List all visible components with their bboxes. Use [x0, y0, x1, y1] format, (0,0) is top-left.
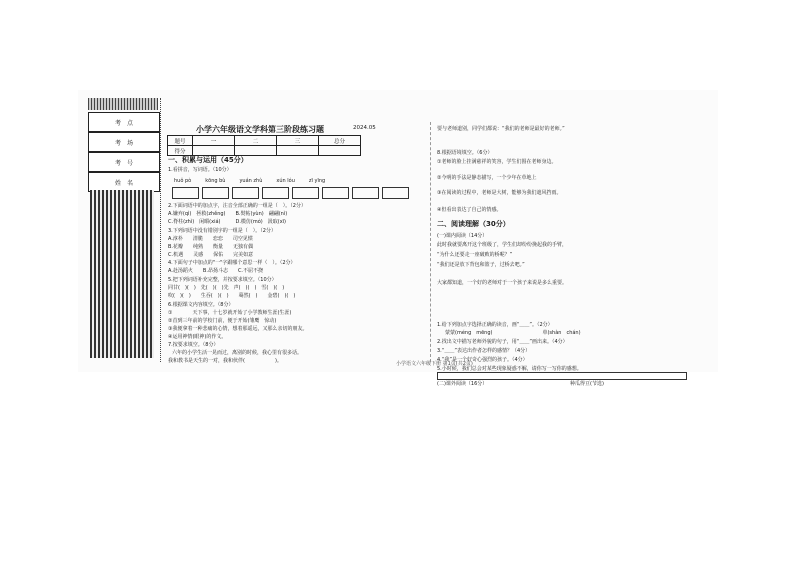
score-cell: 题号 — [168, 136, 193, 146]
binding-strip — [88, 98, 160, 362]
fill-line: 吹( )( ) 生吞( )( ) 蓦然( ) 金碧( )( ) — [168, 293, 296, 299]
info-row-exam-number — [88, 152, 160, 172]
question-text: 5.把下列词语补充完整，并按要求填空。（10分） — [168, 277, 277, 283]
passage-line: 大家都知道，一个好的老师对于一个孩子来说是多么重要。 — [437, 280, 568, 286]
pinyin: zī yīng — [308, 178, 326, 184]
question-text: 3.“＿＿”表达出作者怎样的感情？（4分） — [437, 348, 531, 354]
option-text: A.淳朴 清脆 恋恋 司空见惯 — [168, 236, 253, 242]
fill-line: 同甘( )( ) 先( )( )先 声( )( ) 雪( )( ) — [168, 285, 285, 291]
score-table-row — [168, 146, 361, 156]
question-text: 5.小时候，我们总会对某些现象疑惑不解，请你写一写你的感想。 — [437, 366, 582, 372]
passage-line: 此时我就要离开这个班级了，学生们却纷纷挽起我的手臂， — [437, 242, 568, 248]
fill-line: ③我便拿着一种悲痛的心情，想着那遥远，又那么亲切的朋友。 — [168, 326, 308, 332]
fill-line: ④运用神情(眼神)的作文。 — [168, 334, 227, 340]
section-heading: 一、积累与运用（45分） — [168, 156, 248, 164]
answer-box[interactable] — [322, 187, 349, 199]
answer-box[interactable] — [292, 187, 319, 199]
text-line: ③在阅读的过程中，老师是大树，能够为我们遮风挡雨。 — [437, 190, 562, 196]
text-line: ④但看出表达了自己的情感。 — [437, 207, 502, 213]
answer-box[interactable] — [262, 187, 289, 199]
page-footer: 小学语文六年级下册 第1页(共2页) — [396, 361, 473, 367]
info-row-exam-site — [88, 112, 160, 132]
option-text: 蒙蒙(méng mēng) 单(shàn chán) — [445, 330, 581, 336]
option-text: C.机遇 灵感 保佑 完美如意 — [168, 252, 254, 258]
passage-line: “为什么还要走一座破败的桥呢？” — [437, 252, 513, 258]
fill-line: 我和教书是天生的一对，我和伙伴( )。 — [168, 358, 282, 364]
info-label: 考 号 — [114, 159, 133, 167]
score-cell[interactable] — [319, 146, 361, 156]
pinyin-row — [174, 178, 325, 184]
subsection-heading: (二)课外阅读（16分） — [437, 381, 488, 387]
passage-line: “我们还是放下背包和篮子，过桥去吧。” — [437, 262, 525, 268]
score-table-row — [168, 136, 361, 146]
option-text: B.花瓣 纯熟 衡量 无独有偶 — [168, 244, 254, 250]
score-table — [167, 135, 361, 156]
option-text: C.脊柱(zhì) 闲暇(xiá) D.模仿(mó) 汲取(xī) — [168, 219, 286, 225]
score-cell: 总分 — [319, 136, 361, 146]
info-label: 姓 名 — [114, 179, 133, 187]
option-text: A.嫌弃(qì) 拯救(zhěng) B.熨帖(yùn) 翩翩(nì) — [168, 211, 288, 217]
question-text: 4.“我”是一个好奇心强烈的孩子。（4分） — [437, 357, 528, 363]
score-cell: 得分 — [168, 146, 193, 156]
fill-line: ②首到三年前的学校门前，便于开始(雏鹰 惊动) — [168, 318, 277, 324]
answer-box[interactable] — [352, 187, 379, 199]
info-row-exam-room — [88, 132, 160, 152]
info-label: 考 场 — [114, 139, 133, 147]
question-text: 8.根据语境填空。（6分） — [437, 150, 493, 156]
info-label: 考 点 — [114, 119, 133, 127]
subsection-heading: (一)课内阅读（14分） — [437, 233, 488, 239]
pinyin: xún lóu — [276, 178, 295, 184]
answer-box[interactable] — [202, 187, 229, 199]
question-text: 4.下面句子中加点的"一"字跟哪个意思一样（ ）。（2分） — [168, 260, 296, 266]
answer-area[interactable] — [437, 372, 687, 380]
question-text: 6.根据课文内容填空。（8分） — [168, 302, 234, 308]
text-line: 要与老师道别，同学们都说：“我们的老师是最好的老师。” — [437, 126, 565, 132]
text-line: ②今明的手法是静态描写，一个少年在草地上 — [437, 175, 537, 181]
question-text: 2.下面词语中的加点字，注音全部正确的一组是（ ）。（2分） — [168, 203, 306, 209]
exam-title: 小学六年级语文学科第三阶段练习题 — [196, 125, 324, 134]
score-cell[interactable] — [235, 146, 277, 156]
score-cell[interactable] — [277, 146, 319, 156]
option-text: A.赴汤蹈火 B.昂扬斗志 C.不屈不挠 — [168, 268, 264, 274]
info-row-name — [88, 172, 160, 192]
cut-line — [160, 98, 161, 362]
score-cell: 二 — [235, 136, 277, 146]
fill-line: ① 天下事，十七岁就开始了小学教师生涯(生涯) — [168, 310, 292, 316]
score-cell: 一 — [193, 136, 235, 146]
column-divider — [430, 122, 431, 362]
answer-boxes — [172, 187, 409, 199]
pinyin: huǒ pò — [174, 178, 192, 184]
pinyin: kōng bù — [205, 178, 226, 184]
barcode-top — [88, 98, 158, 110]
score-cell[interactable] — [193, 146, 235, 156]
question-text: 1.看拼音，写词语。（10分） — [168, 167, 232, 173]
exam-date: 2024.05 — [353, 125, 376, 131]
answer-box[interactable] — [232, 187, 259, 199]
answer-box[interactable] — [172, 187, 199, 199]
question-text: 1.给下列加点字选择正确的读音，画“＿＿”。（2分） — [437, 322, 553, 328]
question-text: 2.找出文中描写老师外貌的句子，用“＿＿”画出来。（4分） — [437, 339, 568, 345]
text-line: ①老师的脸上挂满慈祥的笑容，学生们围在老师身边。 — [437, 159, 557, 165]
score-cell: 三 — [277, 136, 319, 146]
barcode-strip — [90, 190, 154, 358]
section-heading: 二、阅读理解（30分） — [437, 220, 510, 228]
fill-line: 六年的小学生活一晃而过，离别的时候，我心里有很多话。 — [172, 350, 303, 356]
pinyin: yuán zhù — [239, 178, 263, 184]
question-text: 3.下列词语中没有错别字的一组是（ ）。（2分） — [168, 228, 276, 234]
answer-box[interactable] — [382, 187, 409, 199]
passage-title: 种瓜得豆(节选) — [570, 381, 604, 387]
question-text: 7.按要求填空。（8分） — [168, 342, 219, 348]
